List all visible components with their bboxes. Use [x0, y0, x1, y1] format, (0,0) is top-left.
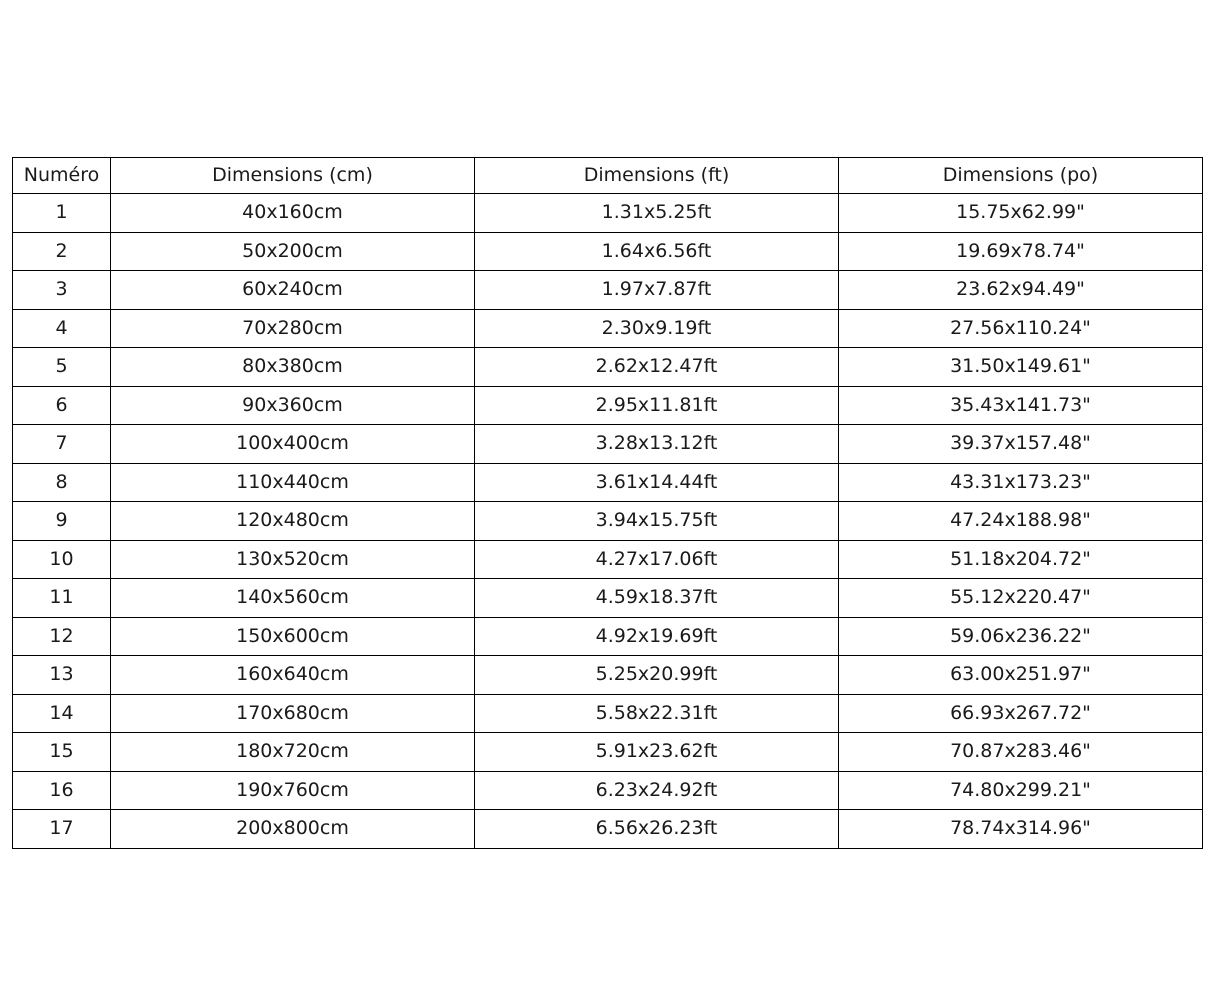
- cell-po: 74.80x299.21": [839, 771, 1203, 810]
- table-row: [13, 502, 1203, 541]
- cell-numero: 7: [13, 425, 111, 464]
- cell-cm: 50x200cm: [111, 232, 475, 271]
- cell-po: 63.00x251.97": [839, 656, 1203, 695]
- cell-cm: 190x760cm: [111, 771, 475, 810]
- cell-numero: 1: [13, 194, 111, 233]
- column-header-dimensions-ft: Dimensions (ft): [475, 158, 839, 194]
- table-row: [13, 463, 1203, 502]
- cell-cm: 110x440cm: [111, 463, 475, 502]
- cell-po: 39.37x157.48": [839, 425, 1203, 464]
- cell-po: 27.56x110.24": [839, 309, 1203, 348]
- cell-ft: 3.61x14.44ft: [475, 463, 839, 502]
- cell-numero: 11: [13, 579, 111, 618]
- cell-numero: 3: [13, 271, 111, 310]
- cell-ft: 6.56x26.23ft: [475, 810, 839, 849]
- cell-numero: 6: [13, 386, 111, 425]
- cell-po: 55.12x220.47": [839, 579, 1203, 618]
- cell-ft: 1.31x5.25ft: [475, 194, 839, 233]
- cell-po: 19.69x78.74": [839, 232, 1203, 271]
- cell-ft: 6.23x24.92ft: [475, 771, 839, 810]
- cell-numero: 14: [13, 694, 111, 733]
- cell-ft: 4.59x18.37ft: [475, 579, 839, 618]
- cell-cm: 150x600cm: [111, 617, 475, 656]
- cell-po: 43.31x173.23": [839, 463, 1203, 502]
- cell-po: 47.24x188.98": [839, 502, 1203, 541]
- table-header-row: [13, 158, 1203, 194]
- dimensions-table: [12, 157, 1203, 849]
- cell-cm: 180x720cm: [111, 733, 475, 772]
- table-row: [13, 348, 1203, 387]
- cell-numero: 16: [13, 771, 111, 810]
- cell-cm: 160x640cm: [111, 656, 475, 695]
- cell-po: 70.87x283.46": [839, 733, 1203, 772]
- cell-numero: 9: [13, 502, 111, 541]
- table-row: [13, 579, 1203, 618]
- cell-po: 15.75x62.99": [839, 194, 1203, 233]
- cell-ft: 5.91x23.62ft: [475, 733, 839, 772]
- table-row: [13, 386, 1203, 425]
- table-row: [13, 194, 1203, 233]
- table-row: [13, 271, 1203, 310]
- cell-numero: 15: [13, 733, 111, 772]
- cell-cm: 60x240cm: [111, 271, 475, 310]
- table-row: [13, 733, 1203, 772]
- table-row: [13, 656, 1203, 695]
- cell-ft: 4.92x19.69ft: [475, 617, 839, 656]
- table-row: [13, 617, 1203, 656]
- cell-ft: 3.94x15.75ft: [475, 502, 839, 541]
- cell-numero: 17: [13, 810, 111, 849]
- dimensions-table-container: [12, 157, 1202, 849]
- cell-po: 35.43x141.73": [839, 386, 1203, 425]
- table-row: [13, 309, 1203, 348]
- cell-numero: 2: [13, 232, 111, 271]
- cell-po: 78.74x314.96": [839, 810, 1203, 849]
- cell-ft: 3.28x13.12ft: [475, 425, 839, 464]
- cell-cm: 200x800cm: [111, 810, 475, 849]
- column-header-numero: Numéro: [13, 158, 111, 194]
- cell-cm: 170x680cm: [111, 694, 475, 733]
- cell-ft: 1.97x7.87ft: [475, 271, 839, 310]
- cell-cm: 80x380cm: [111, 348, 475, 387]
- cell-ft: 4.27x17.06ft: [475, 540, 839, 579]
- cell-numero: 10: [13, 540, 111, 579]
- cell-cm: 100x400cm: [111, 425, 475, 464]
- cell-ft: 5.58x22.31ft: [475, 694, 839, 733]
- cell-po: 51.18x204.72": [839, 540, 1203, 579]
- cell-cm: 130x520cm: [111, 540, 475, 579]
- table-row: [13, 540, 1203, 579]
- table-row: [13, 232, 1203, 271]
- cell-ft: 2.30x9.19ft: [475, 309, 839, 348]
- cell-cm: 140x560cm: [111, 579, 475, 618]
- cell-cm: 40x160cm: [111, 194, 475, 233]
- cell-po: 59.06x236.22": [839, 617, 1203, 656]
- cell-ft: 1.64x6.56ft: [475, 232, 839, 271]
- cell-po: 31.50x149.61": [839, 348, 1203, 387]
- cell-ft: 2.95x11.81ft: [475, 386, 839, 425]
- table-row: [13, 425, 1203, 464]
- column-header-dimensions-po: Dimensions (po): [839, 158, 1203, 194]
- table-row: [13, 694, 1203, 733]
- cell-numero: 8: [13, 463, 111, 502]
- cell-numero: 12: [13, 617, 111, 656]
- cell-po: 23.62x94.49": [839, 271, 1203, 310]
- cell-numero: 4: [13, 309, 111, 348]
- cell-ft: 2.62x12.47ft: [475, 348, 839, 387]
- table-row: [13, 810, 1203, 849]
- cell-ft: 5.25x20.99ft: [475, 656, 839, 695]
- cell-cm: 120x480cm: [111, 502, 475, 541]
- column-header-dimensions-cm: Dimensions (cm): [111, 158, 475, 194]
- cell-numero: 5: [13, 348, 111, 387]
- table-row: [13, 771, 1203, 810]
- cell-numero: 13: [13, 656, 111, 695]
- table-body: [13, 194, 1203, 849]
- cell-cm: 70x280cm: [111, 309, 475, 348]
- cell-cm: 90x360cm: [111, 386, 475, 425]
- cell-po: 66.93x267.72": [839, 694, 1203, 733]
